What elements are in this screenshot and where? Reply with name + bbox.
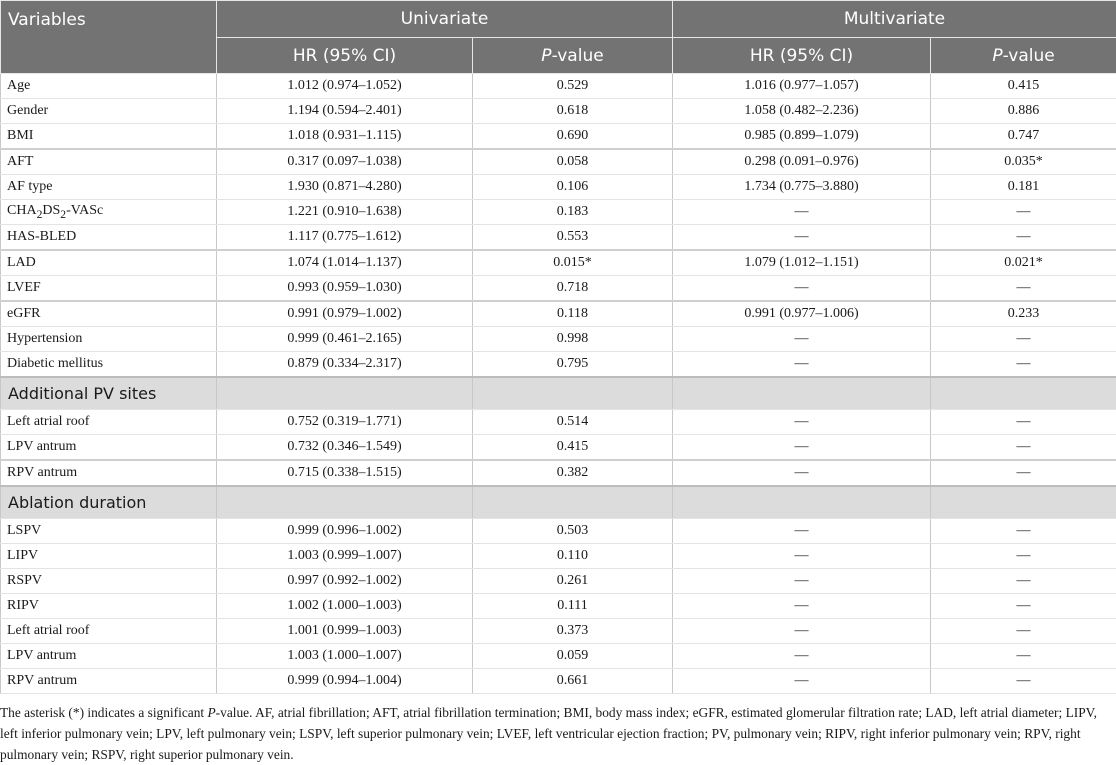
uni-p-cell: 0.690 [473, 124, 673, 150]
uni-hr-header: HR (95% CI) [217, 38, 473, 74]
multi-p-cell: — [931, 594, 1116, 619]
multi-hr-cell: — [673, 644, 931, 669]
multi-hr-cell: — [673, 544, 931, 569]
multi-p-cell: 0.035* [931, 149, 1116, 175]
multi-p-cell: 0.415 [931, 74, 1116, 99]
variable-label: eGFR [1, 301, 217, 327]
variable-label: LPV antrum [1, 644, 217, 669]
uni-hr-cell: 0.999 (0.996–1.002) [217, 519, 473, 544]
variable-label: Gender [1, 99, 217, 124]
variable-label: LIPV [1, 544, 217, 569]
table-row [1, 327, 1116, 352]
section-row-pv-sites [1, 377, 1116, 410]
table-row [1, 200, 1116, 225]
multi-hr-cell: — [673, 669, 931, 694]
multi-p-cell: — [931, 544, 1116, 569]
multi-hr-cell: — [673, 200, 931, 225]
uni-p-cell: 0.415 [473, 435, 673, 461]
uni-p-cell: 0.110 [473, 544, 673, 569]
table-row [1, 594, 1116, 619]
variable-label: RPV antrum [1, 460, 217, 486]
variable-label: LPV antrum [1, 435, 217, 461]
uni-hr-cell: 1.003 (1.000–1.007) [217, 644, 473, 669]
multi-hr-cell: — [673, 435, 931, 461]
uni-p-cell: 0.553 [473, 225, 673, 251]
variable-label: Hypertension [1, 327, 217, 352]
uni-p-cell: 0.514 [473, 410, 673, 435]
table-row [1, 225, 1116, 251]
multi-hr-cell: — [673, 276, 931, 302]
multi-p-cell: — [931, 276, 1116, 302]
uni-hr-cell: 0.993 (0.959–1.030) [217, 276, 473, 302]
uni-hr-cell: 1.117 (0.775–1.612) [217, 225, 473, 251]
table-row [1, 619, 1116, 644]
multi-p-cell: — [931, 352, 1116, 378]
uni-hr-cell: 1.221 (0.910–1.638) [217, 200, 473, 225]
multi-hr-cell: 1.016 (0.977–1.057) [673, 74, 931, 99]
uni-p-cell: 0.111 [473, 594, 673, 619]
multi-hr-cell: — [673, 569, 931, 594]
multi-p-cell: 0.886 [931, 99, 1116, 124]
section-title: Additional PV sites [1, 377, 217, 410]
table-body [1, 74, 1116, 694]
table-row [1, 124, 1116, 150]
uni-p-cell: 0.529 [473, 74, 673, 99]
multi-hr-cell: — [673, 619, 931, 644]
uni-hr-cell: 1.930 (0.871–4.280) [217, 175, 473, 200]
multi-hr-cell: — [673, 594, 931, 619]
variable-label: RSPV [1, 569, 217, 594]
table-row [1, 250, 1116, 276]
variable-label: LVEF [1, 276, 217, 302]
multi-hr-cell: — [673, 327, 931, 352]
table-row [1, 276, 1116, 302]
table-row [1, 669, 1116, 694]
uni-hr-cell: 0.999 (0.461–2.165) [217, 327, 473, 352]
uni-hr-cell: 1.002 (1.000–1.003) [217, 594, 473, 619]
table-row [1, 544, 1116, 569]
variable-label: AF type [1, 175, 217, 200]
uni-hr-cell: 1.074 (1.014–1.137) [217, 250, 473, 276]
uni-p-cell: 0.106 [473, 175, 673, 200]
uni-hr-cell: 1.018 (0.931–1.115) [217, 124, 473, 150]
multi-p-cell: — [931, 519, 1116, 544]
multi-p-cell: — [931, 644, 1116, 669]
multi-p-cell: — [931, 619, 1116, 644]
uni-p-cell: 0.795 [473, 352, 673, 378]
section-title: Ablation duration [1, 486, 217, 519]
multi-p-cell: — [931, 327, 1116, 352]
variable-label-cha2ds2-vasc: $CHA_2DS_2$-VASc [1, 200, 217, 225]
variable-label: BMI [1, 124, 217, 150]
multi-p-cell: 0.021* [931, 250, 1116, 276]
multi-hr-cell: 1.058 (0.482–2.236) [673, 99, 931, 124]
uni-p-cell: 0.183 [473, 200, 673, 225]
multi-hr-cell: — [673, 410, 931, 435]
variable-label: HAS-BLED [1, 225, 217, 251]
uni-hr-cell: 0.317 (0.097–1.038) [217, 149, 473, 175]
multi-hr-cell: 0.985 (0.899–1.079) [673, 124, 931, 150]
table-row [1, 435, 1116, 461]
uni-p-cell: 0.059 [473, 644, 673, 669]
table-row [1, 99, 1116, 124]
uni-p-cell: 0.661 [473, 669, 673, 694]
uni-p-cell: 0.718 [473, 276, 673, 302]
uni-hr-cell: 0.991 (0.979–1.002) [217, 301, 473, 327]
uni-p-cell: 0.382 [473, 460, 673, 486]
table-row [1, 410, 1116, 435]
uni-hr-cell: 0.997 (0.992–1.002) [217, 569, 473, 594]
multi-p-cell: — [931, 669, 1116, 694]
univariate-header: Univariate [217, 1, 673, 38]
table-row [1, 569, 1116, 594]
variable-label: Diabetic mellitus [1, 352, 217, 378]
multi-hr-cell: — [673, 460, 931, 486]
multi-hr-cell: — [673, 352, 931, 378]
variable-label: RPV antrum [1, 669, 217, 694]
multi-p-header: P-value [931, 38, 1116, 74]
multi-hr-cell: — [673, 225, 931, 251]
uni-hr-cell: 1.003 (0.999–1.007) [217, 544, 473, 569]
variable-label: AFT [1, 149, 217, 175]
variable-label: Left atrial roof [1, 410, 217, 435]
variables-header: Variables [1, 1, 217, 74]
uni-hr-cell: 1.001 (0.999–1.003) [217, 619, 473, 644]
uni-hr-cell: 0.752 (0.319–1.771) [217, 410, 473, 435]
multi-p-cell: 0.233 [931, 301, 1116, 327]
section-row-ablation-duration [1, 486, 1116, 519]
variable-label: LSPV [1, 519, 217, 544]
multi-hr-cell: — [673, 519, 931, 544]
uni-hr-cell: 0.715 (0.338–1.515) [217, 460, 473, 486]
uni-p-header: P-value [473, 38, 673, 74]
table-row [1, 519, 1116, 544]
uni-hr-cell: 0.732 (0.346–1.549) [217, 435, 473, 461]
variable-label: Left atrial roof [1, 619, 217, 644]
table-row [1, 644, 1116, 669]
uni-p-cell: 0.058 [473, 149, 673, 175]
variable-label: RIPV [1, 594, 217, 619]
variable-label: LAD [1, 250, 217, 276]
table-row [1, 149, 1116, 175]
table-row [1, 460, 1116, 486]
table-row [1, 352, 1116, 378]
multi-hr-cell: 1.079 (1.012–1.151) [673, 250, 931, 276]
uni-p-cell: 0.618 [473, 99, 673, 124]
multi-p-cell: 0.747 [931, 124, 1116, 150]
multi-p-cell: — [931, 460, 1116, 486]
uni-p-cell: 0.261 [473, 569, 673, 594]
uni-p-cell: 0.503 [473, 519, 673, 544]
uni-hr-cell: 1.012 (0.974–1.052) [217, 74, 473, 99]
uni-hr-cell: 1.194 (0.594–2.401) [217, 99, 473, 124]
multi-p-cell: — [931, 225, 1116, 251]
uni-hr-cell: 0.879 (0.334–2.317) [217, 352, 473, 378]
variable-label: Age [1, 74, 217, 99]
table-row [1, 74, 1116, 99]
table-header [1, 1, 1116, 74]
multi-p-cell: — [931, 410, 1116, 435]
table-footnote: The asterisk (*) indicates a significant P-value. AF, atrial fibrillation; AFT, atrial fibrillation termination; BMI, body mass index; eGFR, estimated glomerular filtration rate; LAD, left atrial diameter; LIPV, left inferior pulmonary vein; LPV, left pulmonary vein; LSPV, left superior pulmonary vein; LVEF, left ventricular ejection fraction; PV, pulmonary vein; RIPV, right inferior pulmonary vein; RPV, right pulmonary vein; RSPV, right superior pulmonary vein. [0, 694, 1116, 765]
uni-hr-cell: 0.999 (0.994–1.004) [217, 669, 473, 694]
table-row [1, 175, 1116, 200]
table-row [1, 301, 1116, 327]
multi-p-cell: 0.181 [931, 175, 1116, 200]
multivariate-header: Multivariate [673, 1, 1116, 38]
multi-p-cell: — [931, 569, 1116, 594]
uni-p-cell: 0.015* [473, 250, 673, 276]
multi-hr-cell: 0.991 (0.977–1.006) [673, 301, 931, 327]
multi-hr-cell: 0.298 (0.091–0.976) [673, 149, 931, 175]
uni-p-cell: 0.118 [473, 301, 673, 327]
multi-hr-cell: 1.734 (0.775–3.880) [673, 175, 931, 200]
uni-p-cell: 0.373 [473, 619, 673, 644]
uni-p-cell: 0.998 [473, 327, 673, 352]
multi-hr-header: HR (95% CI) [673, 38, 931, 74]
multi-p-cell: — [931, 435, 1116, 461]
multi-p-cell: — [931, 200, 1116, 225]
